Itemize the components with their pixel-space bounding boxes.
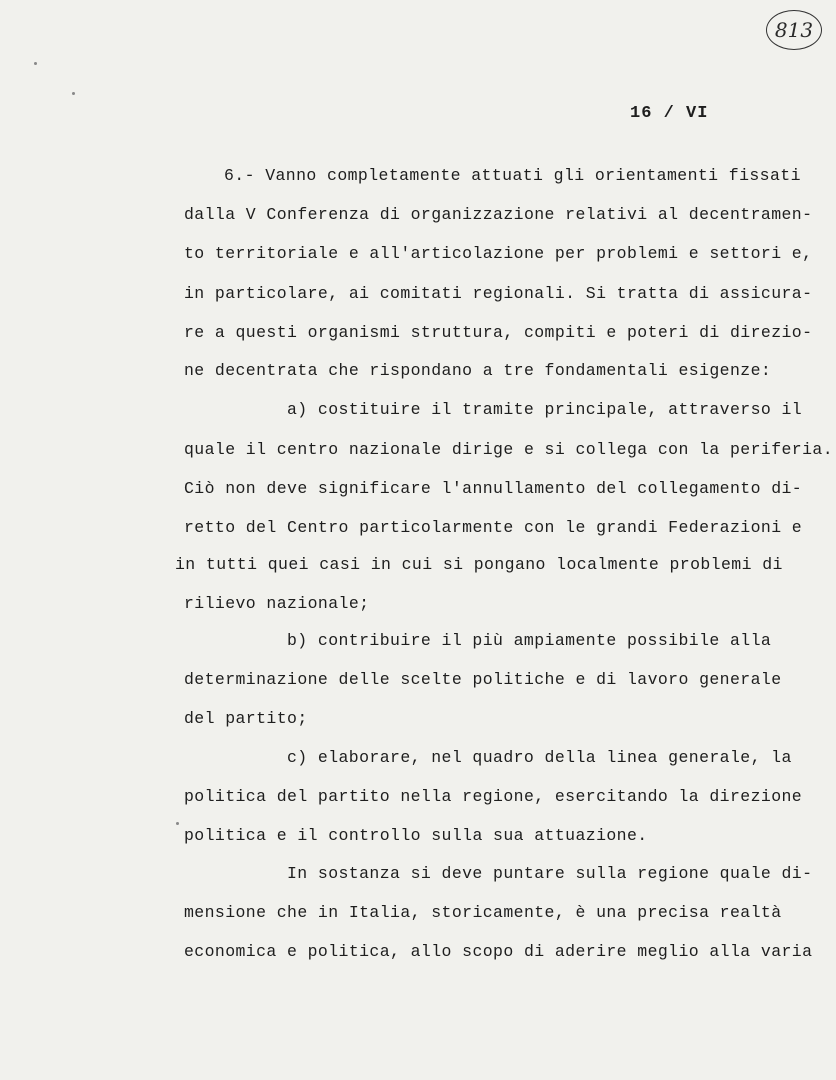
text-line: in particolare, ai comitati regionali. Si tratta di assicura- <box>184 284 813 303</box>
text-line: politica e il controllo sulla sua attuazione. <box>184 826 648 845</box>
text-line: dalla V Conferenza di organizzazione relativi al decentramen- <box>184 205 813 224</box>
paper-speck <box>34 62 37 65</box>
page-number: 16 / VI <box>630 104 709 123</box>
text-line: Ciò non deve significare l'annullamento del collegamento di- <box>184 479 803 498</box>
text-line: re a questi organismi struttura, compiti e poteri di direzio- <box>184 323 813 342</box>
text-line: del partito; <box>184 709 308 728</box>
text-line: to territoriale e all'articolazione per problemi e settori e, <box>184 244 813 263</box>
text-line: a) costituire il tramite principale, attraverso il <box>287 400 803 419</box>
text-line: politica del partito nella regione, esercitando la direzione <box>184 787 803 806</box>
archive-stamp: 813 <box>766 10 822 50</box>
text-line: economica e politica, allo scopo di aderire meglio alla varia <box>184 942 813 961</box>
text-line: quale il centro nazionale dirige e si collega con la periferia. <box>184 440 834 459</box>
text-line: 6.- Vanno completamente attuati gli orientamenti fissati <box>224 166 801 185</box>
text-line: rilievo nazionale; <box>184 594 370 613</box>
text-line: b) contribuire il più ampiamente possibile alla <box>287 631 772 650</box>
text-line: mensione che in Italia, storicamente, è una precisa realtà <box>184 903 782 922</box>
text-line: in tutti quei casi in cui si pongano localmente problemi di <box>175 555 783 574</box>
paper-speck <box>72 92 75 95</box>
text-line: c) elaborare, nel quadro della linea generale, la <box>287 748 792 767</box>
text-line: In sostanza si deve puntare sulla regione quale di- <box>287 864 813 883</box>
text-line: retto del Centro particolarmente con le grandi Federazioni e <box>184 518 803 537</box>
text-line: ne decentrata che rispondano a tre fondamentali esigenze: <box>184 361 772 380</box>
paper-speck <box>176 822 179 825</box>
text-line: determinazione delle scelte politiche e di lavoro generale <box>184 670 782 689</box>
